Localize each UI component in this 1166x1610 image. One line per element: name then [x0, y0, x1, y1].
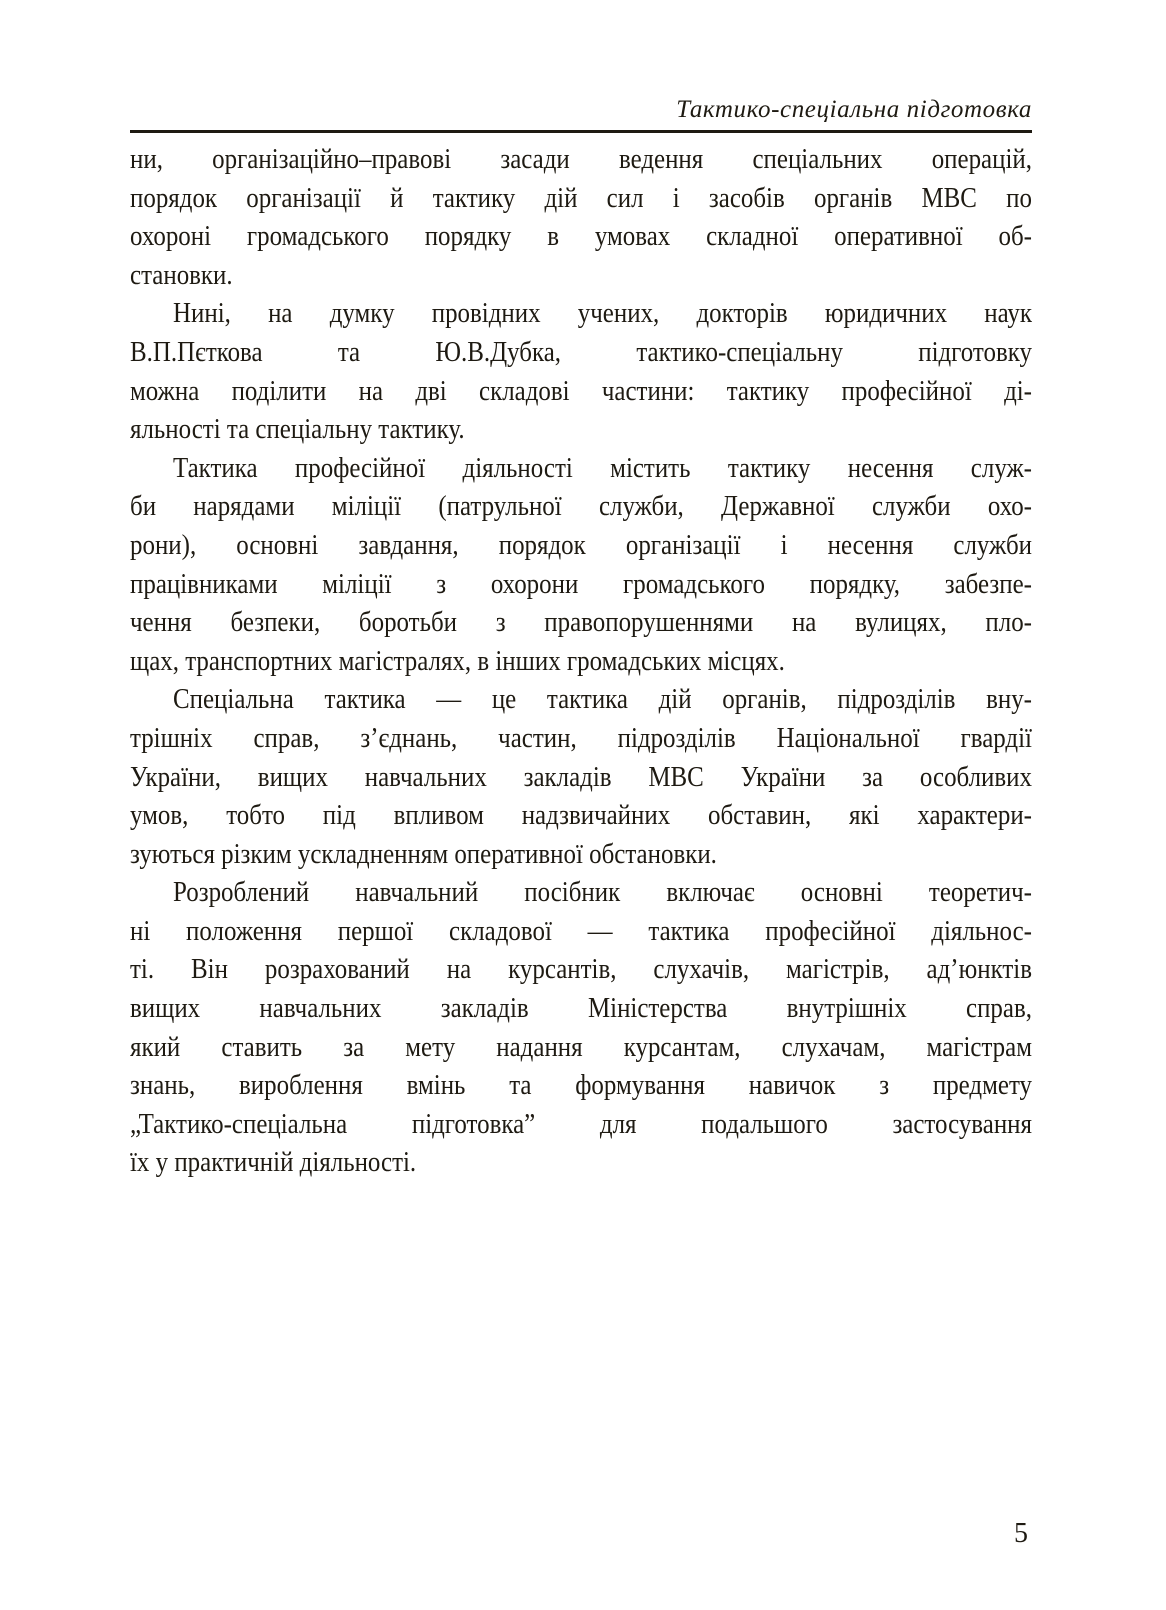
paragraph-1	[130, 140, 1032, 294]
text-line: працівниками міліції з охорони громадського порядку, забезпе-	[130, 567, 1032, 600]
text-line: чення безпеки, боротьби з правопорушеннями на вулицях, пло-	[130, 606, 1032, 639]
text-line: ні положення першої складової — тактика професійної діяльнос-	[130, 914, 1032, 947]
paragraph-4	[130, 680, 1032, 873]
text-line: яльності та спеціальну тактику.	[130, 413, 465, 446]
paragraph-2	[130, 294, 1032, 448]
text-line: Спеціальна тактика — це тактика дій органів, підрозділів вну-	[173, 683, 1032, 716]
text-line: трішніх справ, з’єднань, частин, підрозділів Національної гвардії	[130, 721, 1032, 754]
text-line: Тактика професійної діяльності містить тактику несення служ-	[173, 451, 1032, 484]
body-text	[130, 140, 1032, 1182]
text-line: порядок організації й тактику дій сил і засобів органів МВС по	[130, 181, 1032, 214]
page-number: 5	[1014, 1518, 1028, 1549]
text-line: ни, організаційно–правові засади ведення спеціальних операцій,	[130, 143, 1032, 175]
text-line: знань, вироблення вмінь та формування навичок з предмету	[130, 1069, 1032, 1102]
text-line: України, вищих навчальних закладів МВС України за особливих	[130, 760, 1032, 793]
text-line: вищих навчальних закладів Міністерства внутрішніх справ,	[130, 992, 1032, 1025]
text-line: умов, тобто під впливом надзвичайних обставин, які характери-	[130, 799, 1032, 832]
text-line: ті. Він розрахований на курсантів, слухачів, магістрів, ад’юнктів	[130, 953, 1032, 986]
text-line: В.П.Пєткова та Ю.В.Дубка, тактико-спеціальну підготовку	[130, 335, 1032, 368]
text-line: зуються різким ускладненням оперативної обстановки.	[130, 837, 717, 870]
text-line: би нарядами міліції (патрульної служби, Державної служби охо-	[130, 490, 1032, 523]
text-line: Розроблений навчальний посібник включає основні теоретич-	[173, 876, 1032, 909]
text-line: який ставить за мету надання курсантам, слухачам, магістрам	[130, 1030, 1032, 1063]
text-line: „Тактико-спеціальна підготовка” для подальшого застосування	[130, 1107, 1032, 1140]
text-line: охороні громадського порядку в умовах складної оперативної об-	[130, 220, 1032, 253]
text-line: рони), основні завдання, порядок організації і несення служби	[130, 528, 1032, 561]
text-line: становки.	[130, 258, 233, 291]
text-line: можна поділити на дві складові частини: тактику професійної ді-	[130, 374, 1032, 407]
text-line: їх у практичній діяльності.	[130, 1146, 417, 1179]
text-line: щах, транспортних магістралях, в інших громадських місцях.	[130, 644, 785, 677]
text-line: Нині, на думку провідних учених, докторів юридичних наук	[173, 297, 1032, 330]
header-rule	[130, 130, 1032, 133]
paragraph-5	[130, 873, 1032, 1182]
paragraph-3	[130, 449, 1032, 681]
running-header-title: Тактико-спеціальна підготовка	[676, 96, 1032, 123]
